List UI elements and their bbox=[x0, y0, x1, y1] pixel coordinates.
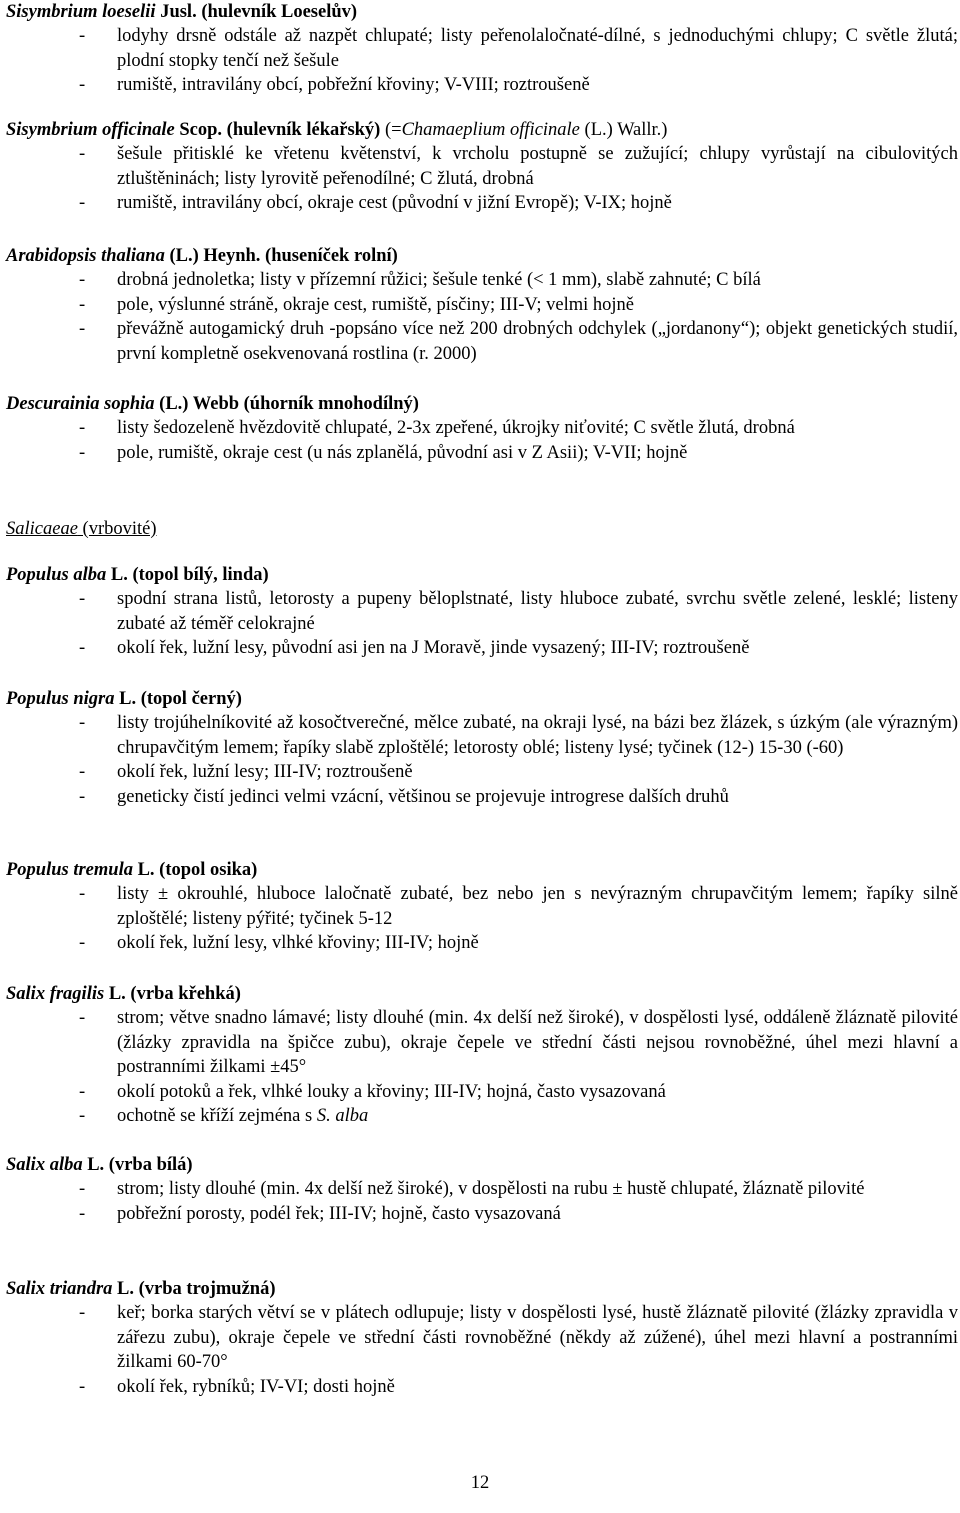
family-heading bbox=[6, 517, 157, 541]
bullet-item bbox=[6, 711, 958, 760]
bullet-item bbox=[6, 1006, 958, 1079]
bullet-item bbox=[6, 268, 958, 292]
bullet-item bbox=[6, 1104, 958, 1128]
species-heading-part: (L.) Wallr.) bbox=[579, 120, 668, 140]
bullet-dash: - bbox=[79, 442, 86, 463]
species-heading-part: (= bbox=[380, 120, 402, 140]
bullet-item bbox=[6, 142, 958, 191]
species-heading bbox=[6, 687, 958, 711]
bullet-item bbox=[6, 931, 958, 955]
species-heading bbox=[6, 118, 958, 142]
species-heading-part: L. (topol černý) bbox=[114, 689, 242, 709]
bullet-item bbox=[6, 1375, 958, 1399]
page-number: 12 bbox=[470, 1473, 490, 1493]
bullet-species-ref: S. alba bbox=[316, 1106, 369, 1127]
bullet-item bbox=[6, 317, 958, 366]
bullet-text: okolí řek, lužní lesy, původní asi jen na J Moravě, jinde vysazený; III-IV; roztroušeně bbox=[117, 638, 750, 659]
species-heading bbox=[6, 563, 958, 587]
bullet-text: keř; borka starých větví se v plátech odlupuje; listy v dospělosti lysé, hustě žláznatě pilovité (žlázky zpravidla v zářezu zubu), okraje čepele ve střední části rovnoběžné (někdy až zúžené), úhel mezi hlavní a postranními žilkami 60-70° bbox=[117, 1303, 958, 1373]
species-heading-part: (L.) Heynh. (huseníček rolní) bbox=[164, 246, 398, 266]
species-latin-name: Salix fragilis bbox=[6, 984, 105, 1004]
species-heading-part: L. (vrba bílá) bbox=[82, 1155, 193, 1175]
species-heading-part: L. (vrba křehká) bbox=[104, 984, 241, 1004]
bullet-dash: - bbox=[79, 884, 86, 905]
bullet-text: rumiště, intravilány obcí, okraje cest (původní v jižní Evropě); V-IX; hojně bbox=[117, 193, 672, 214]
bullet-text: pole, rumiště, okraje cest (u nás zplanělá, původní asi v Z Asii); V-VII; hojně bbox=[117, 442, 688, 463]
bullet-dash: - bbox=[79, 762, 86, 783]
species-entry bbox=[6, 982, 958, 1128]
species-latin-name: Salix triandra bbox=[6, 1279, 113, 1299]
bullet-dash: - bbox=[79, 144, 86, 165]
bullet-dash: - bbox=[79, 1303, 86, 1324]
bullet-text: listy trojúhelníkovité až kosočtverečné, mělce zubaté, na okraji lysé, na bázi bez žlázek, s úzkým (ale výrazným) chrupavčitým lemem; řapíky slabě zploštělé; letorosty oblé; listeny lysé; tyčinek (12-) 15-30 (-60) bbox=[117, 713, 958, 758]
bullet-item bbox=[6, 1177, 958, 1201]
bullet-item bbox=[6, 73, 958, 97]
bullet-text: okolí řek, lužní lesy, vlhké křoviny; III-IV; hojně bbox=[117, 933, 479, 954]
bullet-text: lodyhy drsně odstále až nazpět chlupaté; listy peřenolaločnaté-dílné, s jednoduchými chlupy; C světle žlutá; plodní stopky tenčí než šešule bbox=[117, 26, 958, 71]
family-name: Salicaeae bbox=[6, 519, 78, 539]
species-heading bbox=[6, 392, 958, 416]
bullet-item bbox=[6, 441, 958, 465]
species-latin-name: Salix alba bbox=[6, 1155, 83, 1175]
bullet-dash: - bbox=[79, 589, 86, 610]
bullet-item bbox=[6, 882, 958, 931]
bullet-dash: - bbox=[79, 26, 86, 47]
bullet-dash: - bbox=[79, 786, 86, 807]
bullet-text: geneticky čistí jedinci velmi vzácní, většinou se projevuje introgrese dalších druhů bbox=[117, 786, 729, 807]
bullet-dash: - bbox=[79, 319, 86, 340]
species-latin-name: Populus nigra bbox=[6, 689, 115, 709]
species-heading-part: L. (vrba trojmužná) bbox=[112, 1279, 276, 1299]
bullet-text: ochotně se kříží zejména s bbox=[117, 1106, 317, 1127]
species-entry bbox=[6, 118, 958, 216]
bullet-item bbox=[6, 1080, 958, 1104]
species-entry bbox=[6, 563, 958, 661]
bullet-text: pobřežní porosty, podél řek; III-IV; hojně, často vysazovaná bbox=[117, 1203, 561, 1224]
species-heading-part: (L.) Webb (úhorník mnohodílný) bbox=[154, 394, 419, 414]
bullet-dash: - bbox=[79, 193, 86, 214]
bullet-dash: - bbox=[79, 270, 86, 291]
bullet-dash: - bbox=[79, 638, 86, 659]
species-latin-name: Populus tremula bbox=[6, 860, 133, 880]
species-heading bbox=[6, 244, 958, 268]
species-heading bbox=[6, 1277, 958, 1301]
species-latin-name: Arabidopsis thaliana bbox=[6, 246, 165, 266]
bullet-dash: - bbox=[79, 1376, 86, 1397]
bullet-text: pole, výslunné stráně, okraje cest, rumiště, písčiny; III-V; velmi hojně bbox=[117, 294, 635, 315]
bullet-item bbox=[6, 587, 958, 636]
bullet-item bbox=[6, 24, 958, 73]
bullet-dash: - bbox=[79, 713, 86, 734]
species-entry bbox=[6, 392, 958, 465]
species-entry bbox=[6, 0, 958, 98]
species-entry bbox=[6, 1277, 958, 1399]
family-czech-name: (vrbovité) bbox=[77, 519, 157, 539]
species-entry bbox=[6, 1153, 958, 1226]
species-heading bbox=[6, 858, 958, 882]
bullet-text: rumiště, intravilány obcí, pobřežní křoviny; V-VIII; roztroušeně bbox=[117, 75, 590, 96]
bullet-item bbox=[6, 785, 958, 809]
species-latin-name: Populus alba bbox=[6, 565, 107, 585]
species-heading bbox=[6, 982, 958, 1006]
bullet-dash: - bbox=[79, 1106, 86, 1127]
bullet-item bbox=[6, 1301, 958, 1374]
bullet-dash: - bbox=[79, 294, 86, 315]
species-entry bbox=[6, 687, 958, 809]
bullet-text: listy šedozeleně hvězdovitě chlupaté, 2-3x zpeřené, úkrojky niťovité; C světle žlutá, drobná bbox=[117, 418, 795, 439]
bullet-text: strom; listy dlouhé (min. 4x delší než široké), v dospělosti na rubu ± hustě chlupaté, žláznatě pilovité bbox=[117, 1179, 865, 1200]
bullet-text: okolí řek, rybníků; IV-VI; dosti hojně bbox=[117, 1376, 395, 1397]
bullet-text: spodní strana listů, letorosty a pupeny běloplstnaté, listy hluboce zubaté, svrchu světle zelené, lesklé; listeny zubaté až téměř celokrajné bbox=[117, 589, 958, 634]
bullet-item bbox=[6, 760, 958, 784]
bullet-text: okolí řek, lužní lesy; III-IV; roztroušeně bbox=[117, 762, 413, 783]
bullet-item bbox=[6, 1202, 958, 1226]
species-latin-name: Sisymbrium loeselii bbox=[6, 2, 156, 22]
bullet-dash: - bbox=[79, 75, 86, 96]
bullet-text: strom; větve snadno lámavé; listy dlouhé (min. 4x delší než široké), v dospělosti lysé, oddáleně žláznatě pilovité (žlázky zpravidla na špičce zubu), okraje čepele ve střední části nejsou rovnoběžné, úhel mezi hlavní a postranními žilkami ±45° bbox=[117, 1008, 958, 1078]
bullet-dash: - bbox=[79, 1081, 86, 1102]
bullet-dash: - bbox=[79, 933, 86, 954]
bullet-dash: - bbox=[79, 1203, 86, 1224]
bullet-text: okolí potoků a řek, vlhké louky a křoviny; III-IV; hojná, často vysazovaná bbox=[117, 1081, 666, 1102]
species-heading bbox=[6, 1153, 958, 1177]
bullet-dash: - bbox=[79, 418, 86, 439]
species-entry bbox=[6, 244, 958, 366]
bullet-item bbox=[6, 416, 958, 440]
species-heading-part: L. (topol osika) bbox=[132, 860, 258, 880]
species-heading bbox=[6, 0, 958, 24]
bullet-dash: - bbox=[79, 1008, 86, 1029]
bullet-item bbox=[6, 293, 958, 317]
species-latin-name: Sisymbrium officinale bbox=[6, 120, 175, 140]
bullet-item bbox=[6, 636, 958, 660]
species-heading-part: Jusl. (hulevník Loeselův) bbox=[155, 2, 358, 22]
species-entry bbox=[6, 858, 958, 956]
bullet-dash: - bbox=[79, 1179, 86, 1200]
species-heading-part: Chamaeplium officinale bbox=[401, 120, 580, 140]
bullet-text: listy ± okrouhlé, hluboce laločnatě zubaté, bez nebo jen s nevýrazným chrupavčitým lemem; řapíky silně zploštělé; listeny pýřité; tyčinek 5-12 bbox=[117, 884, 958, 929]
species-heading-part: Scop. (hulevník lékařský) bbox=[174, 120, 381, 140]
species-heading-part: L. (topol bílý, linda) bbox=[106, 565, 269, 585]
bullet-item bbox=[6, 191, 958, 215]
bullet-text: drobná jednoletka; listy v přízemní růžici; šešule tenké (< 1 mm), slabě zahnuté; C bílá bbox=[117, 270, 761, 291]
bullet-text: převážně autogamický druh -popsáno více než 200 drobných odchylek („jordanony“); objekt genetických studií, první kompletně osekvenovaná rostlina (r. 2000) bbox=[117, 319, 958, 364]
bullet-text: šešule přitisklé ke vřetenu květenství, k vrcholu postupně se zužující; chlupy vyrůstají na cibulovitých ztluštěninách; listy lyrovitě peřenodílné; C žlutá, drobná bbox=[117, 144, 958, 189]
species-latin-name: Descurainia sophia bbox=[6, 394, 155, 414]
